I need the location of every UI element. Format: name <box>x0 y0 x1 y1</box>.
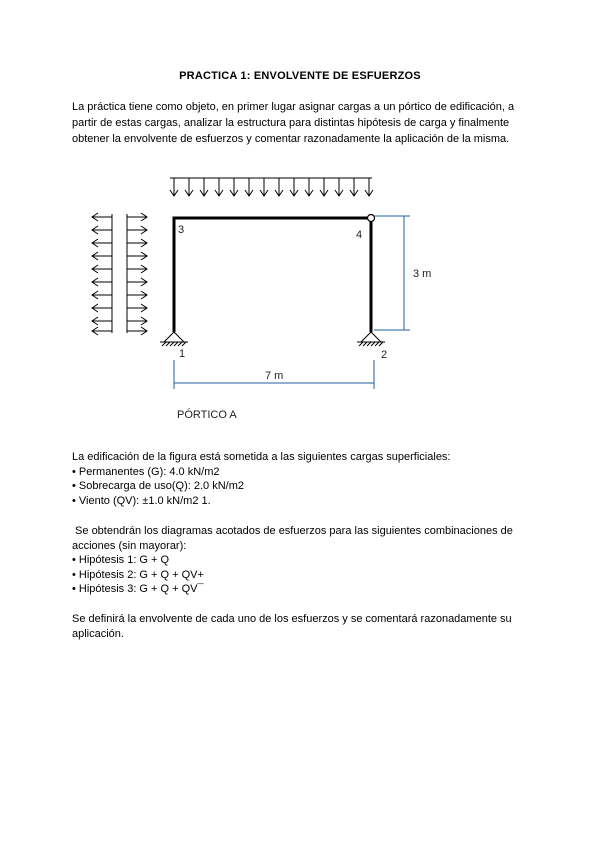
intro-line: La práctica tiene como objeto, en primer lugar asignar cargas a un pórtico de edificación, a <box>72 101 515 113</box>
height-label: 3 m <box>413 268 432 280</box>
pinned-joint-icon <box>368 215 375 222</box>
wind-load-left <box>92 213 112 335</box>
fixed-support-icon <box>357 332 385 346</box>
span-label: 7 m <box>265 370 284 382</box>
list-item: • Sobrecarga de uso(Q): 2.0 kN/m2 <box>72 480 244 492</box>
figure-caption: PÓRTICO A <box>177 409 237 421</box>
intro-line: partir de estas cargas, analizar la estructura para distintas hipótesis de carga y finalmente <box>72 117 510 129</box>
list-item: • Hipótesis 3: G + Q + QV¯ <box>72 583 204 595</box>
list-item: • Hipótesis 2: G + Q + QV+ <box>72 568 204 581</box>
frame <box>173 218 372 332</box>
node-label-1: 1 <box>179 348 186 360</box>
node-label-4: 4 <box>356 229 363 241</box>
closing-paragraph <box>72 612 532 641</box>
loads-heading: La edificación de la figura está sometida a las siguientes cargas superficiales: <box>72 451 451 463</box>
wind-load-arrow-icon <box>127 213 147 335</box>
gravity-load <box>170 178 373 196</box>
list-item: • Viento (QV): ±1.0 kN/m2 1. <box>72 494 211 507</box>
closing-line: aplicación. <box>72 627 124 640</box>
height-dimension <box>374 216 410 330</box>
node-label-3: 3 <box>178 224 185 236</box>
list-item: • Hipótesis 1: G + Q <box>72 554 170 566</box>
combinations-heading: Se obtendrán los diagramas acotados de esfuerzos para las siguientes combinaciones de <box>72 525 513 537</box>
closing-line: Se definirá la envolvente de cada uno de los esfuerzos y se comentará razonadamente su <box>72 613 512 625</box>
loads-section <box>72 450 532 508</box>
wind-load-arrow-icon <box>92 213 112 335</box>
page-title: PRACTICA 1: ENVOLVENTE DE ESFUERZOS <box>179 70 421 82</box>
list-item: • Permanentes (G): 4.0 kN/m2 <box>72 465 220 478</box>
combinations-section <box>72 524 532 597</box>
node-label-2: 2 <box>381 349 388 361</box>
intro-line: obtener la envolvente de esfuerzos y comentar razonadamente la aplicación de la misma. <box>72 133 510 145</box>
wind-load-right <box>127 213 147 335</box>
fixed-support-icon <box>160 332 188 346</box>
gravity-load-arrow-icon <box>170 178 373 196</box>
combinations-heading: acciones (sin mayorar): <box>72 539 187 552</box>
